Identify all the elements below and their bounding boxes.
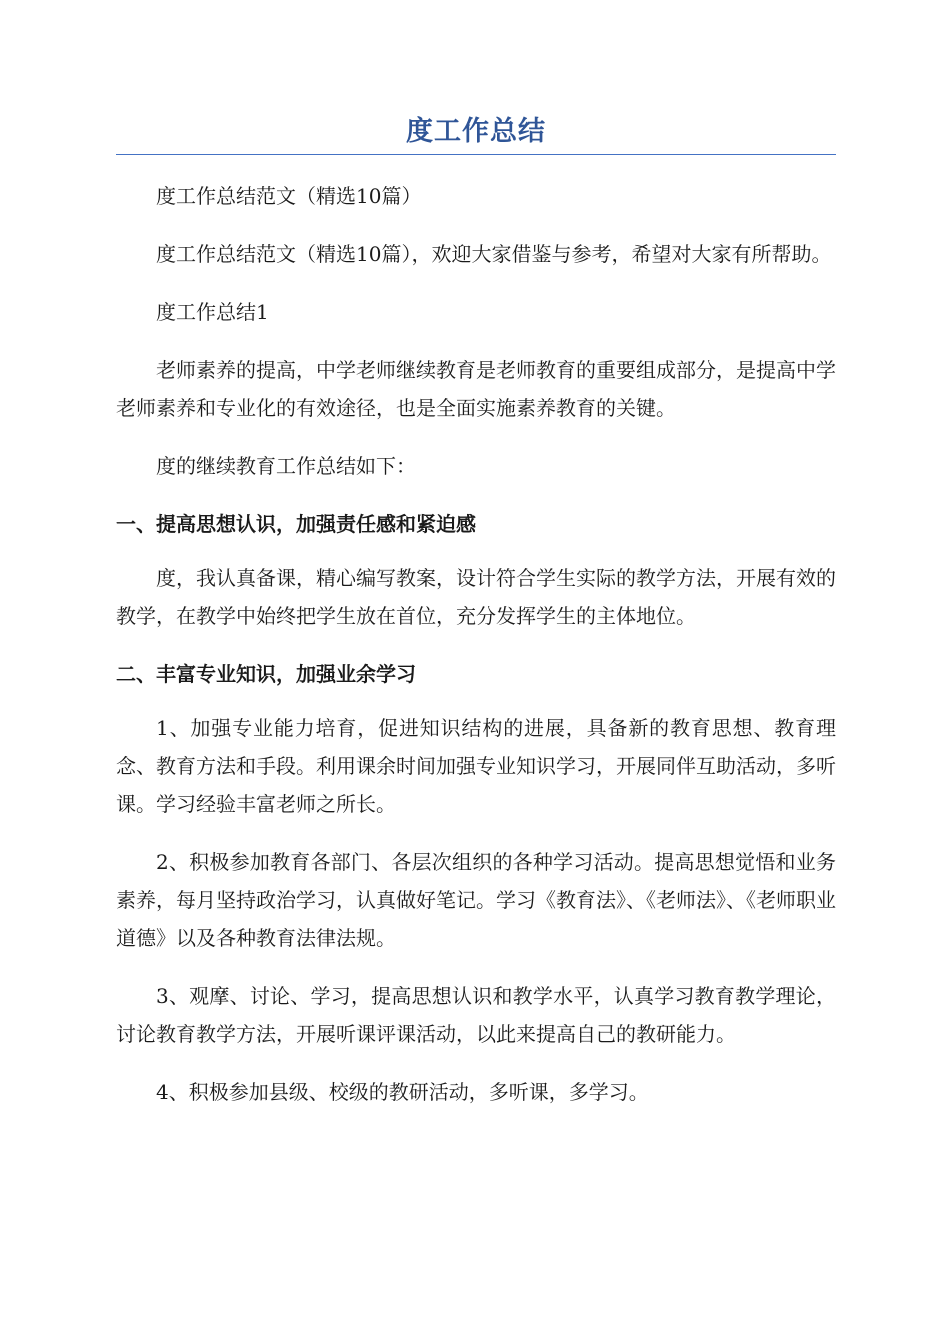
paragraph: 3、观摩、讨论、学习，提高思想认识和教学水平，认真学习教育教学理论，讨论教育教学方法，开展听课评课活动，以此来提高自己的教研能力。	[116, 984, 836, 1046]
paragraph: 度工作总结范文（精选10篇），欢迎大家借鉴与参考，希望对大家有所帮助。	[156, 242, 832, 266]
section-heading: 二、丰富专业知识，加强业余学习	[116, 662, 416, 686]
document-body	[116, 177, 836, 1111]
paragraph: 1、加强专业能力培育，促进知识结构的进展，具备新的教育思想、教育理念、教育方法和手段。利用课余时间加强专业知识学习，开展同伴互助活动，多听课。学习经验丰富老师之所长。	[116, 716, 836, 816]
paragraph: 度工作总结1	[156, 300, 269, 324]
paragraph: 2、积极参加教育各部门、各层次组织的各种学习活动。提高思想觉悟和业务素养，每月坚持政治学习，认真做好笔记。学习《教育法》、《老师法》、《老师职业道德》以及各种教育法律法规。	[116, 850, 836, 950]
document-page	[116, 112, 836, 1131]
paragraph: 度，我认真备课，精心编写教案，设计符合学生实际的教学方法，开展有效的教学，在教学中始终把学生放在首位，充分发挥学生的主体地位。	[116, 566, 836, 628]
paragraph: 老师素养的提高，中学老师继续教育是老师教育的重要组成部分，是提高中学老师素养和专业化的有效途径，也是全面实施素养教育的关键。	[116, 358, 836, 420]
paragraph: 度工作总结范文（精选10篇）	[156, 184, 422, 208]
paragraph: 度的继续教育工作总结如下：	[156, 454, 416, 478]
section-heading: 一、提高思想认识，加强责任感和紧迫感	[116, 512, 476, 536]
document-title: 度工作总结	[116, 112, 836, 155]
paragraph: 4、积极参加县级、校级的教研活动，多听课，多学习。	[156, 1080, 649, 1104]
